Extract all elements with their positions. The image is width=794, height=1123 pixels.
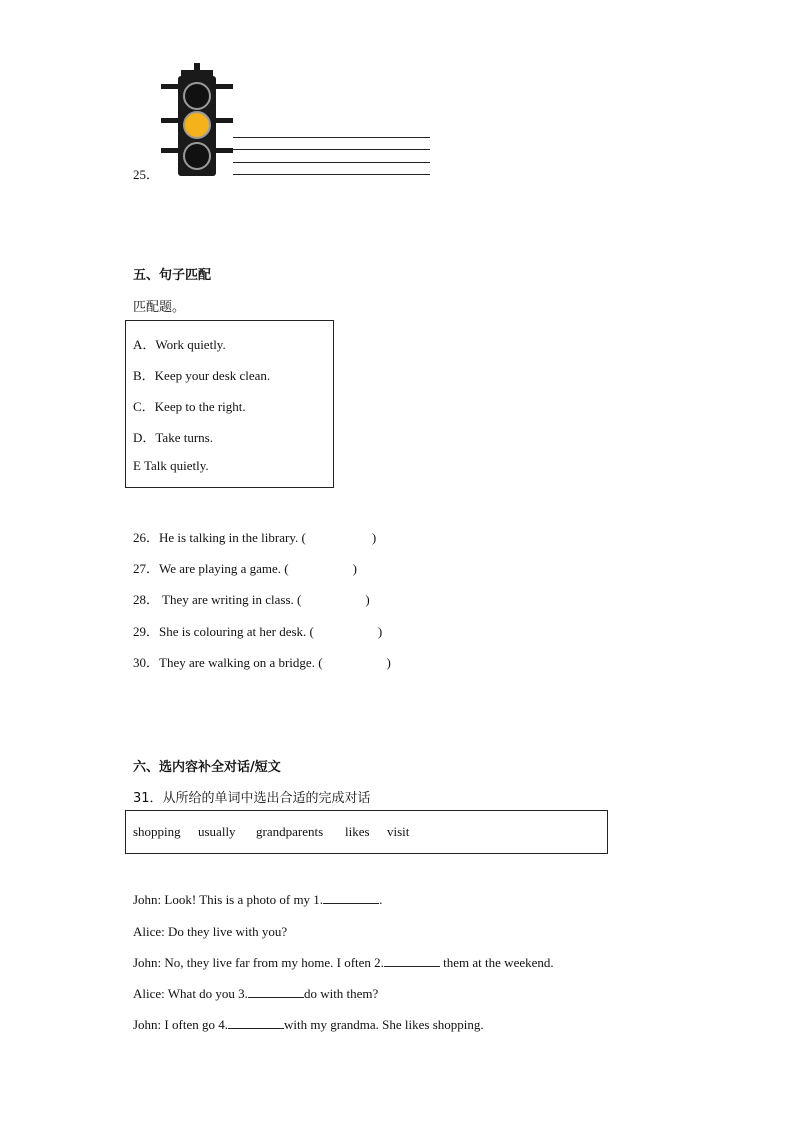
answer-line-2[interactable] <box>233 149 430 150</box>
dialogue-text: do with them? <box>303 986 379 1001</box>
blank-4[interactable] <box>228 1017 284 1029</box>
dialogue-text: . <box>379 892 383 907</box>
dialogue-text: them at the weekend. <box>439 955 554 970</box>
dialogue-text: Alice: Do they live with you? <box>133 924 288 939</box>
dialogue-text: John: I often go 4. <box>133 1017 228 1032</box>
answer-line-1[interactable] <box>233 137 430 138</box>
traffic-light-amber-icon <box>161 63 233 176</box>
dialogue-text: Alice: What do you 3. <box>133 986 248 1001</box>
dialogue-text: with my grandma. She likes shopping. <box>283 1017 484 1032</box>
question-27 <box>133 558 357 577</box>
blank-1[interactable] <box>323 892 379 904</box>
question-30 <box>133 652 391 671</box>
option-a: A．Work quietly. <box>133 337 226 352</box>
word-bank-item: shopping <box>133 824 181 839</box>
option-e: E Talk quietly. <box>133 458 209 473</box>
question-31-instruction: 31．从所给的单词中选出合适的完成对话 <box>133 791 371 806</box>
question-26 <box>133 527 376 546</box>
answer-line-4[interactable] <box>233 174 430 175</box>
dialogue-text: John: No, they live far from my home. I often 2. <box>133 955 384 970</box>
dialogue-line-3 <box>133 955 554 971</box>
section5-instruction: 匹配题。 <box>133 300 186 315</box>
question-28-close: ) <box>365 592 370 607</box>
dialogue-line-4 <box>133 986 378 1002</box>
answer-line-3[interactable] <box>233 162 430 163</box>
word-bank-item: likes <box>345 824 370 839</box>
word-bank-item: visit <box>387 824 410 839</box>
option-c: C．Keep to the right. <box>133 399 246 414</box>
blank-3[interactable] <box>248 986 304 998</box>
blank-2[interactable] <box>384 955 440 967</box>
dialogue-line-5 <box>133 1017 484 1033</box>
question-26-text: 26．He is talking in the library. ( <box>133 530 306 545</box>
question-27-text: 27．We are playing a game. ( <box>133 561 289 576</box>
option-d: D．Take turns. <box>133 430 213 445</box>
option-b: B．Keep your desk clean. <box>133 368 271 383</box>
question-26-close: ) <box>371 530 377 545</box>
dialogue-text: John: Look! This is a photo of my 1. <box>133 892 324 907</box>
question-29-close: ) <box>377 624 383 639</box>
question-28 <box>133 589 370 608</box>
question-28-text: 28． They are writing in class. ( <box>133 592 302 607</box>
word-bank-item: usually <box>198 824 236 839</box>
section5-title: 五、句子匹配 <box>133 268 212 283</box>
question-30-text: 30．They are walking on a bridge. ( <box>133 655 323 670</box>
question-29 <box>133 621 382 640</box>
dialogue-line-1 <box>133 892 382 908</box>
dialogue-line-2 <box>133 924 287 940</box>
question-29-text: 29．She is colouring at her desk. ( <box>133 624 314 639</box>
section6-title: 六、选内容补全对话/短文 <box>133 760 281 775</box>
word-bank-item: grandparents <box>256 824 324 839</box>
question-number-25: 25． <box>133 167 160 182</box>
question-30-close: ) <box>386 655 391 670</box>
question-27-close: ) <box>352 561 357 576</box>
